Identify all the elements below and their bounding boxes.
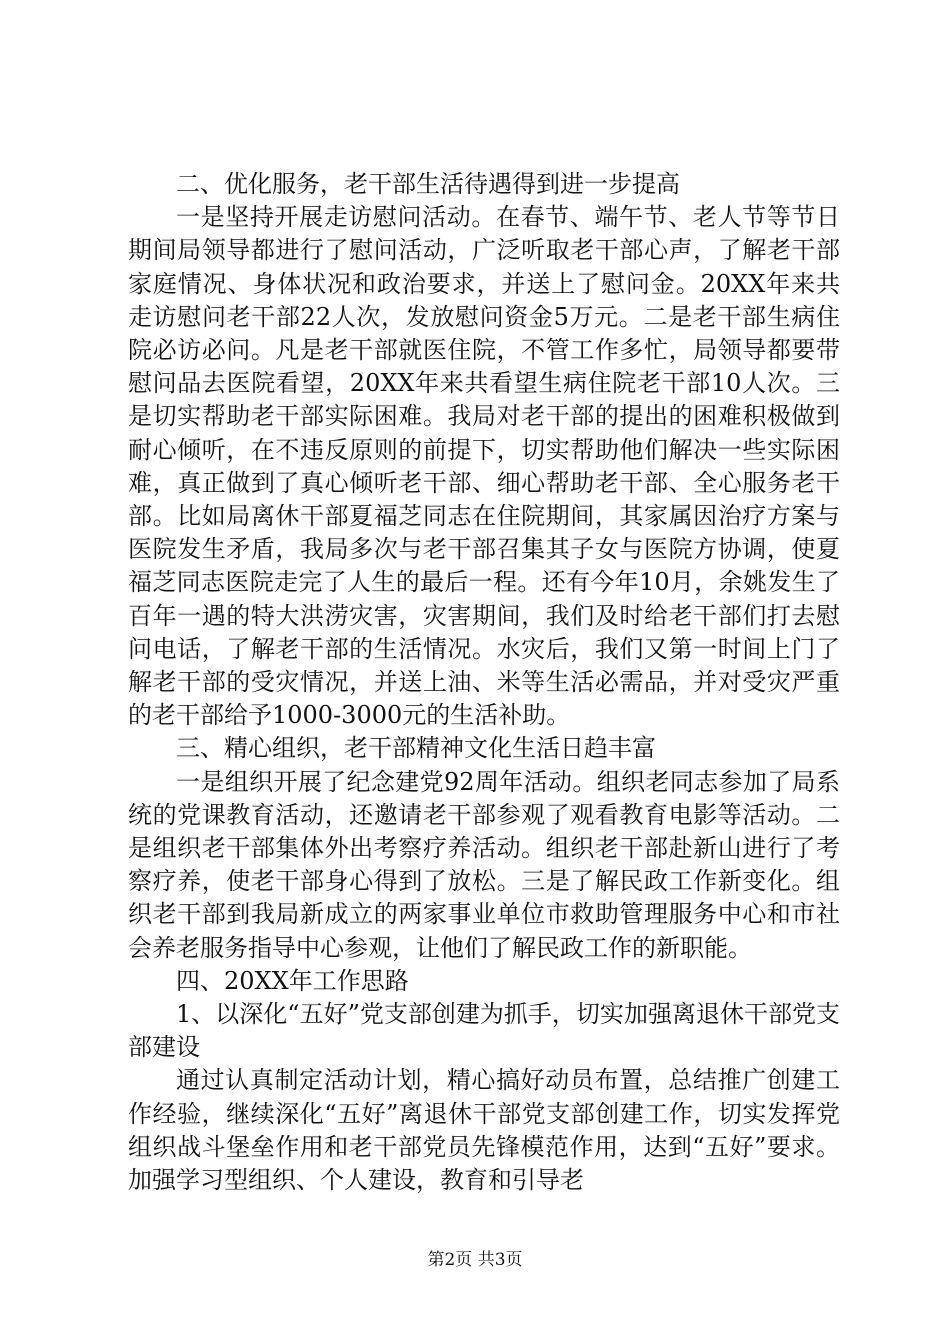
- paragraph-party-branch: 通过认真制定活动计划，精心搞好动员布置，总结推广创建工作经验，继续深化“五好”离退休干部党支部创建工作，切实发挥党组织战斗堡垒作用和老干部党员先锋模范作用，达到“五好”要求。加强学习型组织、个人建设，教育和引导老: [128, 1066, 840, 1195]
- paragraph-visits: 一是坚持开展走访慰问活动。在春节、端午节、老人节等节日期间局领导都进行了慰问活动，广泛听取老干部心声，了解老干部家庭情况、身体状况和政治要求，并送上了慰问金。20XX年来共走访慰问老干部22人次，发放慰问资金5万元。二是老干部生病住院必访必问。凡是老干部就医住院，不管工作多忙，局领导都要带慰问品去医院看望，20XX年来共看望生病住院老干部10人次。三是切实帮助老干部实际困难。我局对老干部的提出的困难积极做到耐心倾听，在不违反原则的前提下，切实帮助他们解决一些实际困难，真正做到了真心倾听老干部、细心帮助老干部、全心服务老干部。比如局离休干部夏福芝同志在住院期间，其家属因治疗方案与医院发生矛盾，我局多次与老干部召集其子女与医院方协调，使夏福芝同志医院走完了人生的最后一程。还有今年10月，余姚发生了百年一遇的特大洪涝灾害，灾害期间，我们及时给老干部们打去慰问电话，了解老干部的生活情况。水灾后，我们又第一时间上门了解老干部的受灾情况，并送上油、米等生活必需品，并对受灾严重的老干部给予1000-3000元的生活补助。: [128, 203, 840, 730]
- section-heading-service: 二、优化服务，老干部生活待遇得到进一步提高: [176, 170, 680, 198]
- document-body: [128, 168, 840, 1197]
- paragraph-activities: 一是组织开展了纪念建党92周年活动。组织老同志参加了局系统的党课教育活动，还邀请老干部参观了观看教育电影等活动。二是组织老干部集体外出考察疗养活动。组织老干部赴新山进行了考察疗养，使老干部身心得到了放松。三是了解民政工作新变化。组织老干部到我局新成立的两家事业单位市救助管理服务中心和市社会养老服务指导中心参观，让他们了解民政工作的新职能。: [128, 767, 840, 962]
- page-number: 第2页 共3页: [427, 1250, 523, 1270]
- subheading-party-branch: 1、以深化“五好”党支部创建为抓手，切实加强离退休干部党支部建设: [128, 1000, 840, 1062]
- section-heading-culture: 三、精心组织，老干部精神文化生活日趋丰富: [176, 734, 656, 763]
- section-heading-plan: 四、20XX年工作思路: [176, 966, 409, 995]
